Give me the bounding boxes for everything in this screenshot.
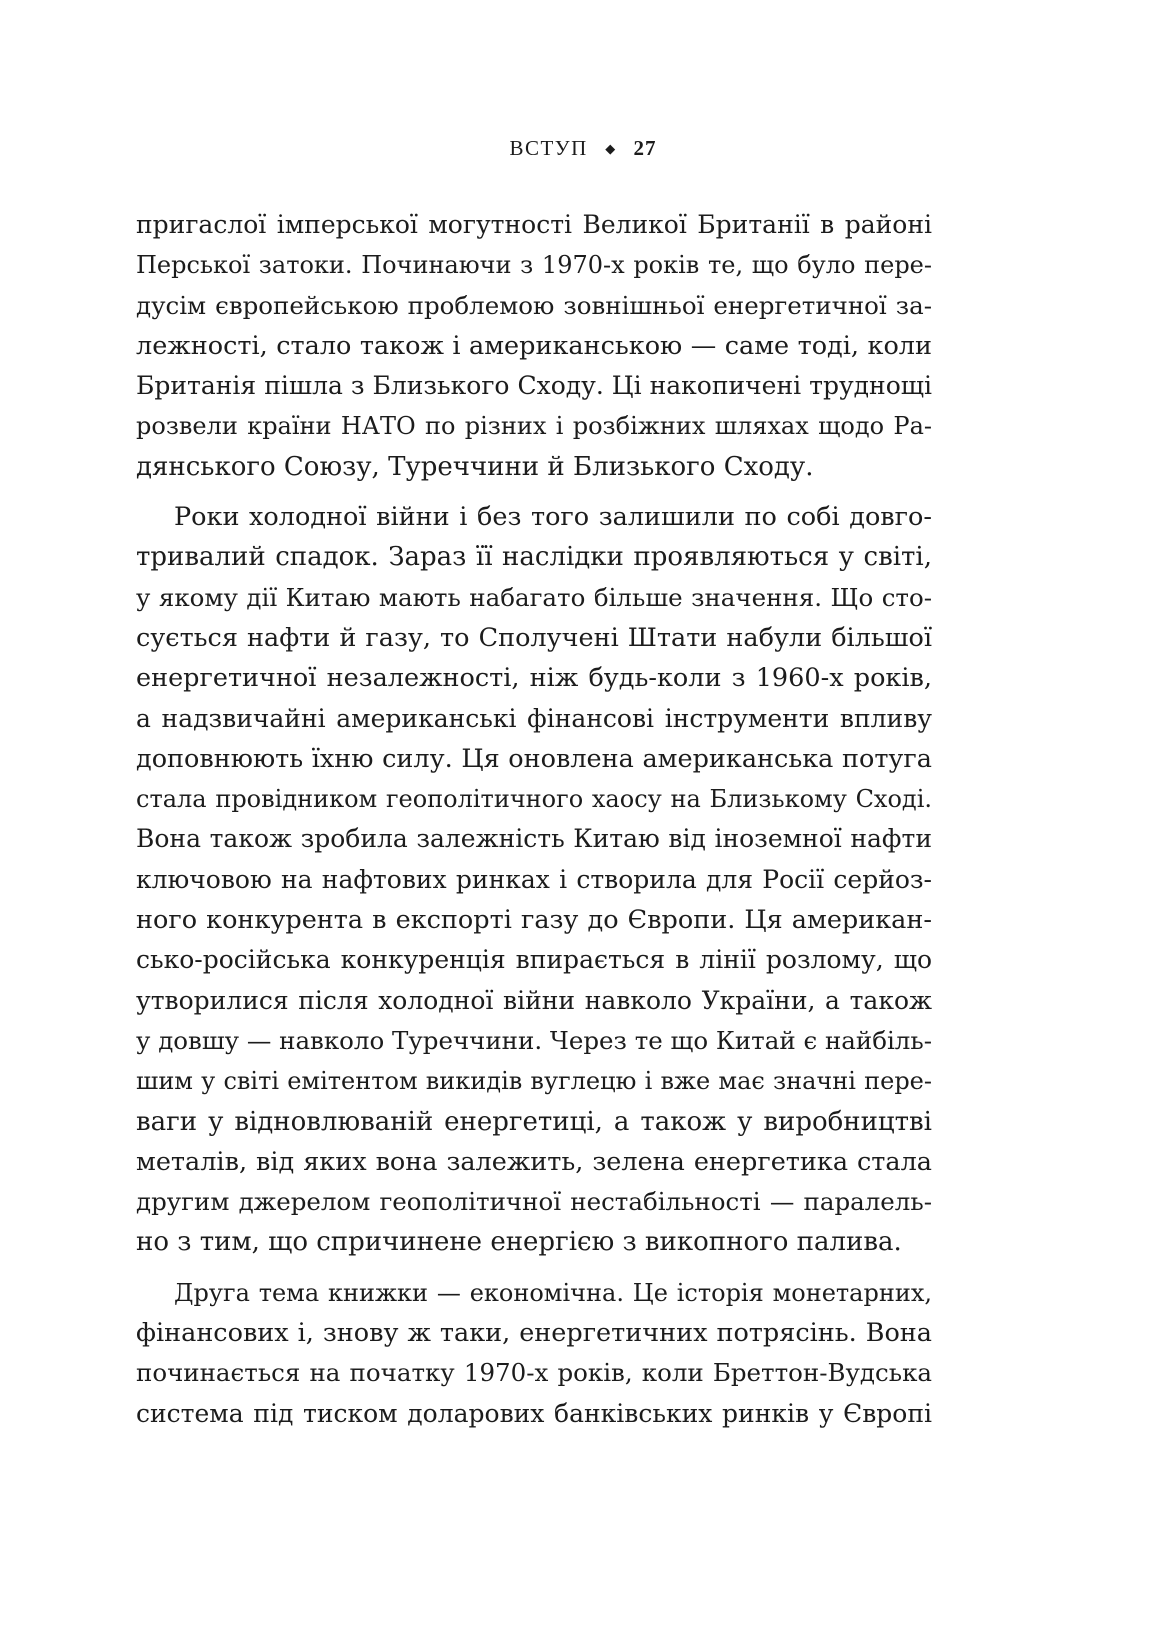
- text-line: Британія пішла з Близького Сходу. Ці накопичені труднощі: [136, 371, 932, 401]
- text-line: фінансових і, знову ж таки, енергетичних потрясінь. Вона: [136, 1318, 932, 1349]
- text-line: система під тиском доларових банківських ринків у Європі: [136, 1398, 932, 1428]
- text-line: а надзвичайні американські фінансові інструменти впливу: [136, 703, 932, 733]
- paragraph-gap: [136, 487, 932, 497]
- page-number: 27: [633, 136, 657, 160]
- text-line: ваги у відновлюваній енергетиці, а також у виробництві: [136, 1106, 932, 1137]
- text-line: енергетичної незалежності, ніж будь-коли з 1960-х років,: [136, 663, 932, 694]
- text-line: ного конкурента в експорті газу до Європи. Ця американ-: [136, 905, 932, 936]
- text-line: сько-російська конкуренція впирається в лінії розлому, що: [136, 945, 932, 975]
- text-line: пригаслої імперської могутності Великої Британії в районі: [136, 210, 932, 239]
- section-title: ВСТУП: [509, 136, 588, 160]
- text-line: стала провідником геополітичного хаосу на Близькому Сході.: [136, 785, 932, 814]
- diamond-separator-icon: ◆: [605, 142, 617, 157]
- text-line: у якому дії Китаю мають набагато більше значення. Що сто-: [136, 582, 932, 612]
- paragraph: [136, 205, 932, 487]
- text-line: ключовою на нафтових ринках і створила для Росії серйоз-: [136, 864, 932, 894]
- paragraph-gap: [136, 1263, 932, 1273]
- running-head: [0, 133, 1166, 165]
- text-line: доповнюють їхню силу. Ця оновлена американська потуга: [136, 743, 932, 774]
- body-text: [136, 205, 932, 1434]
- text-line: починається на початку 1970-х років, коли Бреттон-Вудська: [136, 1358, 932, 1388]
- text-line: лежності, стало також і американською — саме тоді, коли: [136, 330, 932, 361]
- text-line: тривалий спадок. Зараз її наслідки проявляються у світі,: [136, 542, 932, 573]
- text-line: Вона також зробила залежність Китаю від іноземної нафти: [136, 824, 932, 854]
- paragraph: [136, 497, 932, 1263]
- text-line: утворилися після холодної війни навколо України, а також: [136, 985, 932, 1015]
- text-line: другим джерелом геополітичної нестабільності — паралель-: [136, 1187, 932, 1217]
- text-line: розвели країни НАТО по різних і розбіжних шляхах щодо Ра-: [136, 412, 932, 441]
- paragraph: [136, 1273, 932, 1434]
- text-line: металів, від яких вона залежить, зелена енергетика стала: [136, 1146, 932, 1177]
- text-line: сується нафти й газу, то Сполучені Штати набули більшої: [136, 622, 932, 653]
- text-line: но з тим, що спричинене енергією з викопного палива.: [136, 1227, 902, 1258]
- text-line: Роки холодної війни і без того залишили по собі довго-: [174, 502, 932, 533]
- text-line: Друга тема книжки — економічна. Це історія монетарних,: [174, 1278, 932, 1307]
- text-line: Перської затоки. Починаючи з 1970-х років те, що було пере-: [136, 251, 932, 280]
- text-line: дянського Союзу, Туреччини й Близького Сходу.: [136, 451, 814, 482]
- text-line: шим у світі емітентом викидів вуглецю і вже має значні пере-: [136, 1067, 932, 1096]
- text-line: дусім європейською проблемою зовнішньої енергетичної за-: [136, 290, 932, 320]
- text-line: у довшу — навколо Туреччини. Через те що Китай є найбіль-: [136, 1025, 932, 1055]
